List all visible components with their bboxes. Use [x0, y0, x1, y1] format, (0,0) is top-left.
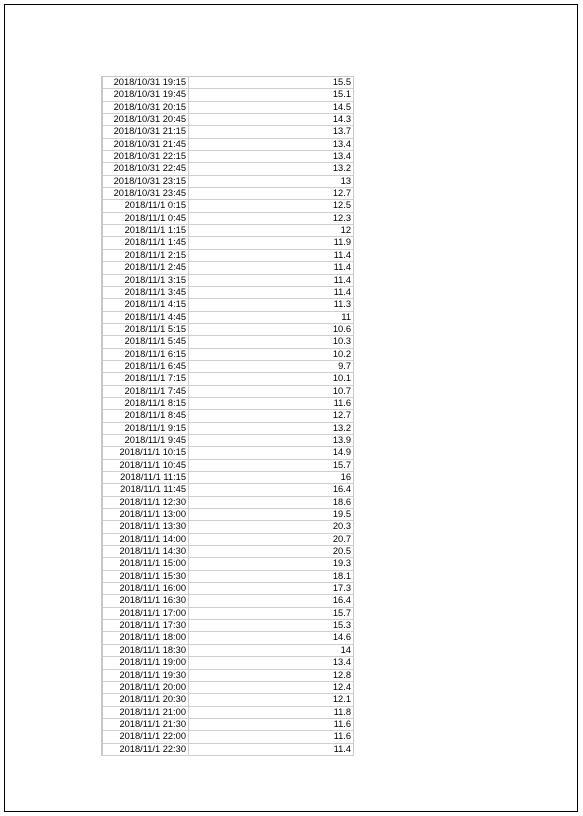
table-row [103, 373, 353, 385]
table-row [103, 571, 353, 583]
datetime-cell: 2018/11/1 2:15 [103, 250, 189, 261]
table-row [103, 472, 353, 484]
value-cell: 9.7 [338, 360, 351, 371]
table-row [103, 287, 353, 299]
datetime-cell: 2018/11/1 13:00 [103, 509, 189, 520]
value-cell: 17.3 [332, 583, 351, 594]
datetime-cell: 2018/11/1 3:15 [103, 275, 189, 286]
value-cell: 20.7 [332, 533, 351, 544]
value-cell: 14.3 [332, 114, 351, 125]
value-cell: 15.7 [332, 459, 351, 470]
value-cell: 18.1 [332, 570, 351, 581]
value-cell: 12 [340, 225, 351, 236]
table-row [103, 262, 353, 274]
datetime-cell: 2018/10/31 23:45 [103, 188, 189, 199]
value-cell: 10.1 [332, 373, 351, 384]
value-cell: 19.3 [332, 558, 351, 569]
datetime-cell: 2018/11/1 19:00 [103, 657, 189, 668]
value-cell: 10.3 [332, 336, 351, 347]
datetime-cell: 2018/11/1 4:45 [103, 312, 189, 323]
datetime-cell: 2018/11/1 11:15 [103, 472, 189, 483]
value-cell: 10.7 [332, 385, 351, 396]
table-row [103, 534, 353, 546]
table-row [103, 583, 353, 595]
table-row [103, 731, 353, 743]
datetime-cell: 2018/11/1 15:30 [103, 571, 189, 582]
datetime-cell: 2018/11/1 17:30 [103, 620, 189, 631]
table-row [103, 398, 353, 410]
datetime-cell: 2018/10/31 19:15 [103, 77, 189, 88]
table-row [103, 435, 353, 447]
data-table [101, 76, 354, 756]
table-row [103, 719, 353, 731]
datetime-cell: 2018/11/1 10:45 [103, 460, 189, 471]
value-cell: 11.6 [333, 397, 351, 408]
value-cell: 12.8 [332, 669, 351, 680]
datetime-cell: 2018/11/1 7:45 [103, 386, 189, 397]
table-row [103, 200, 353, 212]
table-row [103, 361, 353, 373]
value-cell: 12.5 [332, 200, 351, 211]
value-cell: 10.2 [332, 348, 351, 359]
value-cell: 20.5 [332, 546, 351, 557]
value-cell: 11.4 [333, 274, 351, 285]
value-cell: 16.4 [332, 484, 351, 495]
datetime-cell: 2018/11/1 17:00 [103, 608, 189, 619]
table-row [103, 176, 353, 188]
value-cell: 11.4 [333, 743, 351, 754]
table-row [103, 336, 353, 348]
datetime-cell: 2018/11/1 1:45 [103, 237, 189, 248]
datetime-cell: 2018/10/31 20:45 [103, 114, 189, 125]
table-row [103, 102, 353, 114]
table-row [103, 521, 353, 533]
table-row [103, 151, 353, 163]
table-row [103, 447, 353, 459]
value-cell: 13.4 [332, 138, 351, 149]
datetime-cell: 2018/11/1 13:30 [103, 521, 189, 532]
datetime-cell: 2018/11/1 0:45 [103, 213, 189, 224]
datetime-cell: 2018/11/1 9:45 [103, 435, 189, 446]
datetime-cell: 2018/10/31 22:15 [103, 151, 189, 162]
value-cell: 15.5 [332, 77, 351, 87]
datetime-cell: 2018/11/1 4:15 [103, 299, 189, 310]
table-row [103, 89, 353, 101]
datetime-cell: 2018/11/1 6:15 [103, 349, 189, 360]
datetime-cell: 2018/11/1 9:15 [103, 423, 189, 434]
datetime-cell: 2018/10/31 22:45 [103, 163, 189, 174]
value-cell: 12.7 [332, 188, 351, 199]
datetime-cell: 2018/11/1 16:00 [103, 583, 189, 594]
table-row [103, 299, 353, 311]
table-row [103, 77, 353, 89]
table-row [103, 386, 353, 398]
datetime-cell: 2018/11/1 12:30 [103, 497, 189, 508]
datetime-cell: 2018/11/1 1:15 [103, 225, 189, 236]
datetime-cell: 2018/11/1 22:30 [103, 744, 189, 755]
datetime-cell: 2018/10/31 20:15 [103, 102, 189, 113]
datetime-cell: 2018/11/1 11:45 [103, 484, 189, 495]
datetime-cell: 2018/10/31 21:15 [103, 126, 189, 137]
value-cell: 11.4 [333, 262, 351, 273]
table-row [103, 484, 353, 496]
value-cell: 12.3 [332, 212, 351, 223]
table-row [103, 632, 353, 644]
value-cell: 11 [341, 311, 351, 322]
value-cell: 10.6 [332, 323, 351, 334]
table-row [103, 707, 353, 719]
value-cell: 13.9 [332, 434, 351, 445]
value-cell: 13.7 [332, 126, 351, 137]
table-row [103, 497, 353, 509]
datetime-cell: 2018/11/1 15:00 [103, 558, 189, 569]
table-row [103, 744, 353, 756]
table-row [103, 670, 353, 682]
table-row [103, 349, 353, 361]
datetime-cell: 2018/10/31 21:45 [103, 139, 189, 150]
datetime-cell: 2018/11/1 21:30 [103, 719, 189, 730]
datetime-cell: 2018/11/1 8:45 [103, 410, 189, 421]
value-cell: 16.4 [332, 595, 351, 606]
datetime-cell: 2018/10/31 19:45 [103, 89, 189, 100]
table-row [103, 595, 353, 607]
datetime-cell: 2018/11/1 18:30 [103, 645, 189, 656]
value-cell: 18.6 [332, 496, 351, 507]
table-row [103, 275, 353, 287]
table-row [103, 657, 353, 669]
datetime-cell: 2018/10/31 23:15 [103, 176, 189, 187]
value-cell: 11.4 [333, 249, 351, 260]
table-row [103, 324, 353, 336]
table-row [103, 682, 353, 694]
table-row [103, 188, 353, 200]
value-cell: 11.8 [333, 706, 351, 717]
table-row [103, 546, 353, 558]
value-cell: 13.4 [332, 151, 351, 162]
datetime-cell: 2018/11/1 19:30 [103, 670, 189, 681]
datetime-cell: 2018/11/1 7:15 [103, 373, 189, 384]
value-cell: 11.9 [333, 237, 351, 248]
table-row [103, 558, 353, 570]
value-cell: 14.9 [332, 447, 351, 458]
value-cell: 20.3 [332, 521, 351, 532]
value-cell: 11.6 [333, 718, 351, 729]
table-row [103, 213, 353, 225]
datetime-cell: 2018/11/1 0:15 [103, 200, 189, 211]
datetime-cell: 2018/11/1 22:00 [103, 731, 189, 742]
datetime-cell: 2018/11/1 20:30 [103, 694, 189, 705]
table-row [103, 460, 353, 472]
datetime-cell: 2018/11/1 5:45 [103, 336, 189, 347]
datetime-cell: 2018/11/1 6:45 [103, 361, 189, 372]
table-row [103, 163, 353, 175]
table-row [103, 126, 353, 138]
value-cell: 15.1 [332, 89, 351, 100]
table-row [103, 620, 353, 632]
value-cell: 15.3 [332, 620, 351, 631]
table-row [103, 237, 353, 249]
value-cell: 13 [340, 175, 351, 186]
datetime-cell: 2018/11/1 3:45 [103, 287, 189, 298]
value-cell: 14 [340, 644, 351, 655]
value-cell: 19.5 [332, 509, 351, 520]
value-cell: 11.4 [333, 286, 351, 297]
value-cell: 14.5 [332, 101, 351, 112]
table-row [103, 645, 353, 657]
value-cell: 11.3 [333, 299, 351, 310]
value-cell: 16 [340, 472, 351, 482]
value-cell: 12.4 [332, 681, 351, 692]
value-cell: 12.1 [332, 694, 351, 705]
table-row [103, 114, 353, 126]
value-cell: 13.4 [332, 657, 351, 668]
table-row [103, 509, 353, 521]
datetime-cell: 2018/11/1 8:15 [103, 398, 189, 409]
datetime-cell: 2018/11/1 21:00 [103, 707, 189, 718]
table-row [103, 608, 353, 620]
datetime-cell: 2018/11/1 20:00 [103, 682, 189, 693]
table-row [103, 139, 353, 151]
datetime-cell: 2018/11/1 14:00 [103, 534, 189, 545]
table-row [103, 250, 353, 262]
value-cell: 13.2 [332, 163, 351, 174]
datetime-cell: 2018/11/1 5:15 [103, 324, 189, 335]
datetime-cell: 2018/11/1 16:30 [103, 595, 189, 606]
table-row [103, 312, 353, 324]
value-cell: 13.2 [332, 422, 351, 433]
value-cell: 15.7 [332, 607, 351, 618]
table-row [103, 423, 353, 435]
value-cell: 12.7 [332, 410, 351, 421]
datetime-cell: 2018/11/1 10:15 [103, 447, 189, 458]
datetime-cell: 2018/11/1 18:00 [103, 632, 189, 643]
value-cell: 14.6 [332, 632, 351, 643]
datetime-cell: 2018/11/1 2:45 [103, 262, 189, 273]
value-cell: 11.6 [333, 731, 351, 742]
table-row [103, 694, 353, 706]
datetime-cell: 2018/11/1 14:30 [103, 546, 189, 557]
table-row [103, 410, 353, 422]
table-row [103, 225, 353, 237]
